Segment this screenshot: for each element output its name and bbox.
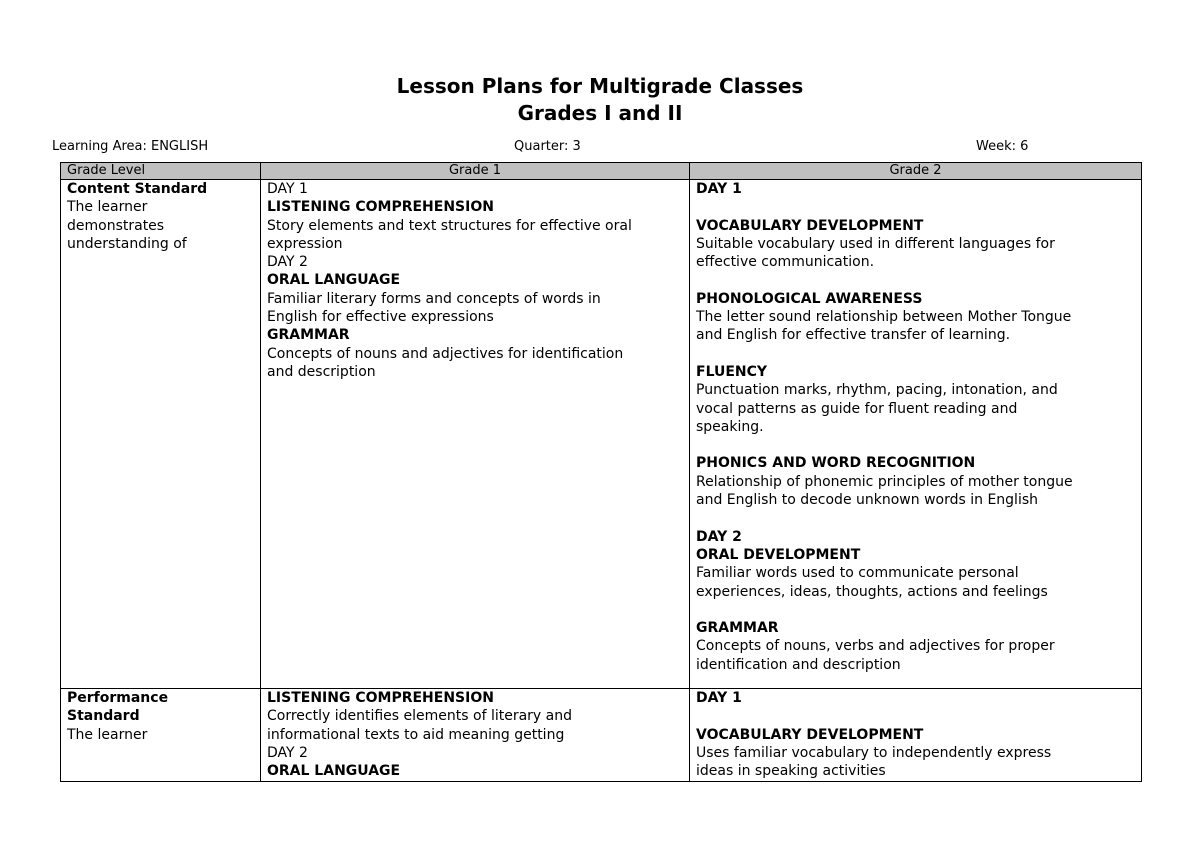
section-heading: LISTENING COMPREHENSION — [267, 690, 494, 706]
section-heading: DAY 1 — [696, 690, 742, 706]
blank-line — [696, 198, 1135, 216]
header-grade-2: Grade 2 — [690, 163, 1142, 180]
section-heading: ORAL LANGUAGE — [267, 763, 401, 780]
section-heading: PHONOLOGICAL AWARENESS — [696, 290, 923, 307]
section-heading: PHONICS AND WORD RECOGNITION — [696, 455, 976, 472]
performance-standard-label: Standard — [67, 708, 140, 725]
performance-standard-grade2-cell — [690, 689, 1142, 782]
cell-text-line: ideas in speaking activities — [696, 763, 886, 780]
performance-standard-desc-line: The learner — [67, 726, 148, 743]
cell-text-line: experiences, ideas, thoughts, actions and feelings — [696, 583, 1048, 600]
cell-text-line: DAY 2 — [267, 744, 308, 761]
content-standard-desc-line: demonstrates — [67, 217, 165, 234]
cell-text-line: Story elements and text structures for effective oral — [267, 217, 632, 234]
header-grade-level: Grade Level — [61, 163, 261, 180]
blank-line — [696, 345, 1135, 363]
content-standard-grade2-cell — [690, 180, 1142, 689]
section-heading: LISTENING COMPREHENSION — [267, 199, 494, 216]
content-standard-row — [61, 180, 1142, 689]
performance-standard-cell — [61, 689, 261, 782]
performance-standard-grade1-cell — [261, 689, 690, 782]
cell-text-line: English for effective expressions — [267, 309, 494, 326]
lesson-plan-table — [60, 162, 1142, 782]
header-grade-1: Grade 1 — [261, 163, 690, 180]
section-heading: GRAMMAR — [696, 620, 779, 637]
content-standard-grade1-cell — [261, 180, 690, 689]
cell-text-line: and English to decode unknown words in English — [696, 492, 1038, 509]
blank-line — [696, 271, 1135, 289]
cell-text-line: Concepts of nouns and adjectives for identification — [267, 345, 624, 362]
page-title: Lesson Plans for Multigrade Classes — [396, 74, 804, 98]
week-label: Week: 6 — [976, 139, 1029, 154]
section-heading: ORAL LANGUAGE — [267, 272, 401, 289]
cell-text-line: DAY 2 — [267, 254, 308, 271]
learning-area-label: Learning Area: ENGLISH — [52, 139, 209, 154]
cell-text-line: Familiar words used to communicate personal — [696, 565, 1019, 582]
content-standard-desc-line: understanding of — [67, 235, 187, 252]
cell-text-line: speaking. — [696, 418, 764, 435]
cell-text-line: effective communication. — [696, 254, 875, 271]
cell-text-line: The letter sound relationship between Mother Tongue — [696, 309, 1072, 326]
content-standard-desc-line: The learner — [67, 199, 148, 216]
blank-line — [696, 436, 1135, 454]
cell-text-line: informational texts to aid meaning getting — [267, 726, 565, 743]
section-heading: DAY 1 — [696, 181, 742, 197]
cell-text-line: Familiar literary forms and concepts of words in — [267, 290, 601, 307]
cell-text-line: vocal patterns as guide for fluent reading and — [696, 400, 1018, 417]
cell-text-line: Uses familiar vocabulary to independently express — [696, 744, 1052, 761]
blank-line — [696, 509, 1135, 527]
cell-text-line: and English for effective transfer of learning. — [696, 327, 1011, 344]
content-standard-label: Content Standard — [67, 181, 208, 197]
performance-standard-row — [61, 689, 1142, 782]
section-heading: VOCABULARY DEVELOPMENT — [696, 726, 924, 743]
cell-text-line: and description — [267, 363, 376, 380]
table-header-row — [61, 163, 1142, 180]
cell-text-line: identification and description — [696, 656, 901, 673]
section-heading: FLUENCY — [696, 363, 768, 380]
section-heading: DAY 2 — [696, 528, 742, 545]
cell-text-line: expression — [267, 235, 343, 252]
performance-standard-label: Performance — [67, 690, 169, 706]
cell-text-line: DAY 1 — [267, 181, 308, 197]
section-heading: GRAMMAR — [267, 327, 350, 344]
section-heading: VOCABULARY DEVELOPMENT — [696, 217, 924, 234]
quarter-label: Quarter: 3 — [514, 139, 581, 154]
section-heading: ORAL DEVELOPMENT — [696, 546, 861, 563]
content-standard-cell — [61, 180, 261, 689]
cell-text-line: Correctly identifies elements of literary and — [267, 708, 573, 725]
page-subtitle: Grades I and II — [517, 101, 683, 125]
cell-text-line: Punctuation marks, rhythm, pacing, intonation, and — [696, 382, 1058, 399]
blank-line — [696, 601, 1135, 619]
cell-text-line: Relationship of phonemic principles of mother tongue — [696, 473, 1073, 490]
cell-text-line: Suitable vocabulary used in different languages for — [696, 235, 1055, 252]
blank-line — [696, 707, 1135, 725]
cell-text-line: Concepts of nouns, verbs and adjectives for proper — [696, 638, 1055, 655]
